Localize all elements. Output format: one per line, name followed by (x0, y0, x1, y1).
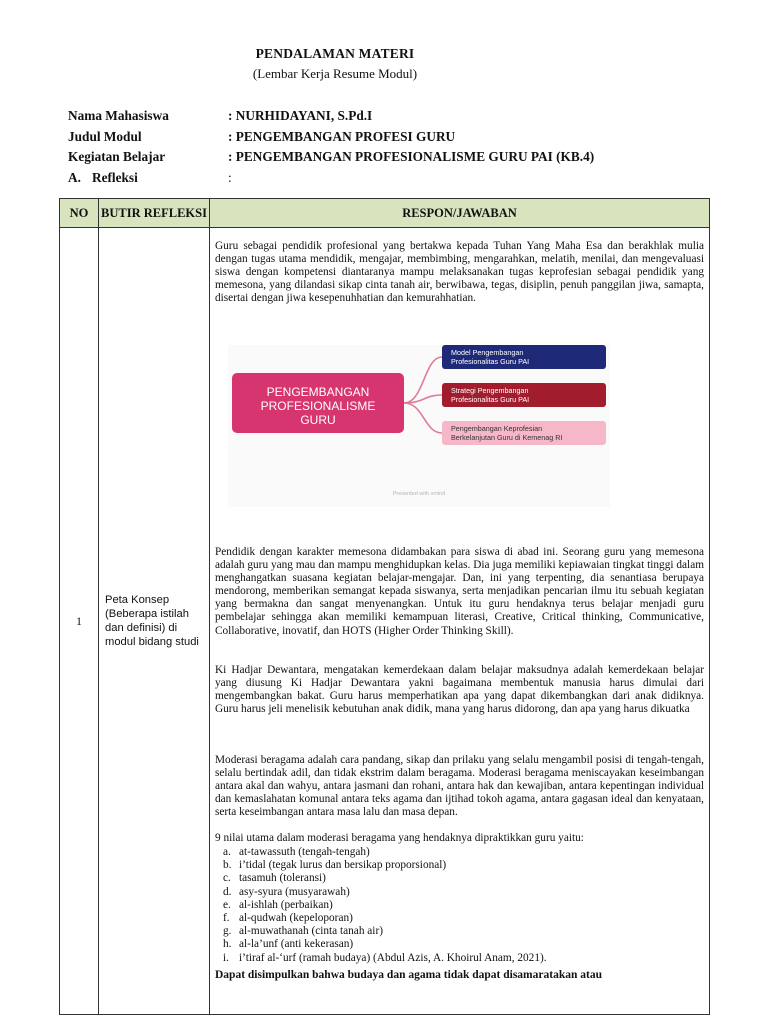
concept-branch-line: Profesionalitas Guru PAI (451, 357, 530, 366)
concept-branch-line: Strategi Pengembangan (451, 386, 529, 395)
list-marker: b. (223, 859, 232, 872)
list-text: al-ishlah (perbaikan) (239, 898, 333, 911)
section-value: : (228, 170, 232, 185)
list-marker: e. (223, 898, 231, 911)
list-marker: g. (223, 925, 232, 938)
list-item (223, 938, 704, 951)
concept-map-diagram (228, 345, 610, 507)
response-paragraph-4: Moderasi beragama adalah cara pandang, sikap dan prilaku yang selalu mengambil posisi di tengah-tengah, selalu bertindak adil, dan tidak ekstrim dalam beragama. Moderasi beragama meniscayakan keseimbangan antara akal dan wahyu, antara jasmani dan rohani, antara hak dan kewajiban, antara kepentingan individual dan kemaslahatan komunal antara teks agama dan ijtihad tokoh agama, antara gagasan ideal dan kenyataan, serta keseimbangan antara masa lalu dan masa depan. (215, 754, 704, 819)
list-marker: d. (223, 885, 232, 898)
list-intro: 9 nilai utama dalam moderasi beragama yang hendaknya dipraktikkan guru yaitu: (215, 832, 584, 844)
header-respon: RESPON/JAWABAN (210, 199, 710, 228)
row-response (210, 228, 710, 1015)
meta-value: : NURHIDAYANI, S.Pd.I (228, 108, 373, 123)
response-paragraph-2: Pendidik dengan karakter memesona didambakan para siswa di abad ini. Seorang guru yang memesona adalah guru yang mau dan mampu menghidupkan kelas. Dia juga memiliki kepiawaian tingkat tinggi dalam menghangatkan suasana kegiatan belajar-mengajar. Dan, ini yang terpenting, dia senantiasa berupaya mendorong, memberikan semangat kepada siswanya, serta menjadikan pencarian ilmu itu sebuah kegiatan yang bermakna dan sangat menyenangkan. Untuk itu guru hendaknya terus belajar menjadi guru pembelajar sehingga akan memiliki kemampuan literasi, Creative, Critical thinking, Communicative, Collaborative, inovatif, dan HOTS (Higher Order Thinking Skill). (215, 546, 704, 637)
page-title: PENDALAMAN MATERI (255, 46, 415, 61)
concept-branch-line: Pengembangan Keprofesian (451, 424, 543, 433)
section-label: Refleksi (92, 170, 138, 185)
list-item (223, 859, 704, 872)
list-item (223, 925, 704, 938)
list-marker: a. (223, 846, 231, 858)
meta-value: : PENGEMBANGAN PROFESIONALISME GURU PAI (KB.4) (228, 149, 595, 164)
page-subtitle: (Lembar Kerja Resume Modul) (252, 66, 418, 81)
list-text: asy-syura (musyarawah) (239, 885, 350, 898)
list-item (223, 885, 704, 899)
xmind-watermark: Presented with xmind (392, 491, 446, 497)
list-marker: i. (223, 951, 229, 964)
list-marker: f. (223, 912, 230, 925)
list-text: at-tawassuth (tengah-tengah) (239, 846, 370, 858)
concept-main-line: GURU (300, 413, 336, 427)
reflection-table (59, 198, 710, 1015)
list-text: al-la’unf (anti kekerasan) (239, 938, 354, 951)
meta-label: Kegiatan Belajar (68, 149, 166, 164)
list-item (223, 951, 704, 965)
row-number: 1 (60, 228, 99, 1015)
section-number: A. (68, 170, 81, 185)
closing-line: Dapat disimpulkan bahwa budaya dan agama tidak dapat disamaratakan atau (215, 969, 602, 981)
concept-main-line: PROFESIONALISME (260, 399, 376, 413)
concept-branch-line: Model Pengembangan (451, 348, 524, 357)
meta-label: Judul Modul (68, 129, 142, 144)
list-item (223, 898, 704, 912)
table-row (60, 228, 710, 1015)
list-item (223, 872, 704, 885)
concept-main-line: PENGEMBANGAN (266, 385, 370, 399)
list-text: al-muwathanah (cinta tanah air) (239, 925, 383, 938)
row-butir: Peta Konsep (Beberapa istilah dan definisi) di modul bidang studi (99, 228, 210, 1015)
meta-value: : PENGEMBANGAN PROFESI GURU (228, 129, 456, 144)
list-text: tasamuh (toleransi) (239, 872, 326, 885)
header-no: NO (60, 199, 99, 228)
moderation-values-list (215, 846, 704, 965)
list-marker: c. (223, 872, 231, 885)
list-text: i’tidal (tegak lurus dan bersikap proporsional) (239, 859, 447, 872)
list-text: al-qudwah (kepeloporan) (239, 912, 353, 925)
response-paragraph-1: Guru sebagai pendidik profesional yang bertakwa kepada Tuhan Yang Maha Esa dan berakhlak mulia dengan tugas utama mendidik, mengajar, membimbing, mengarahkan, melatih, menilai, dan mengevaluasi siswa dengan kompetensi diantaranya mampu melaksanakan tugas keprofesian sebagai pendidik yang memesona, yang dilandasi sikap cinta tanah air, berwibawa, tegas, disiplin, penuh panggilan jiwa, samapta, disertai dengan jiwa kesepenuhhatian dan kemurahhatian. (215, 240, 704, 305)
response-paragraph-3: Ki Hadjar Dewantara, mengatakan kemerdekaan dalam belajar maksudnya adalah kemerdekaan belajar yang diusung Ki Hadjar Dewantara yakni bagaimana membentuk manusia harus dimulai dari mengembangkan bakat. Guru harus memperhatikan apa yang dapat dikembangkan dari anak didiknya. Guru harus jeli menelisik kebutuhan anak didik, mana yang harus didorong, dan apa yang harus dikuatka (215, 664, 704, 716)
header-butir: BUTIR REFLEKSI (99, 199, 210, 228)
concept-map-image (228, 345, 610, 507)
list-item (223, 846, 704, 859)
list-text: i’tiraf al-‘urf (ramah budaya) (Abdul Azis, A. Khoirul Anam, 2021). (239, 951, 547, 964)
list-marker: h. (223, 938, 232, 951)
concept-branch-line: Berkelanjutan Guru di Kemenag RI (451, 433, 563, 442)
table-header-row (60, 199, 710, 228)
meta-label: Nama Mahasiswa (68, 108, 169, 123)
concept-branch-line: Profesionalitas Guru PAI (451, 395, 530, 404)
list-item (223, 912, 704, 925)
